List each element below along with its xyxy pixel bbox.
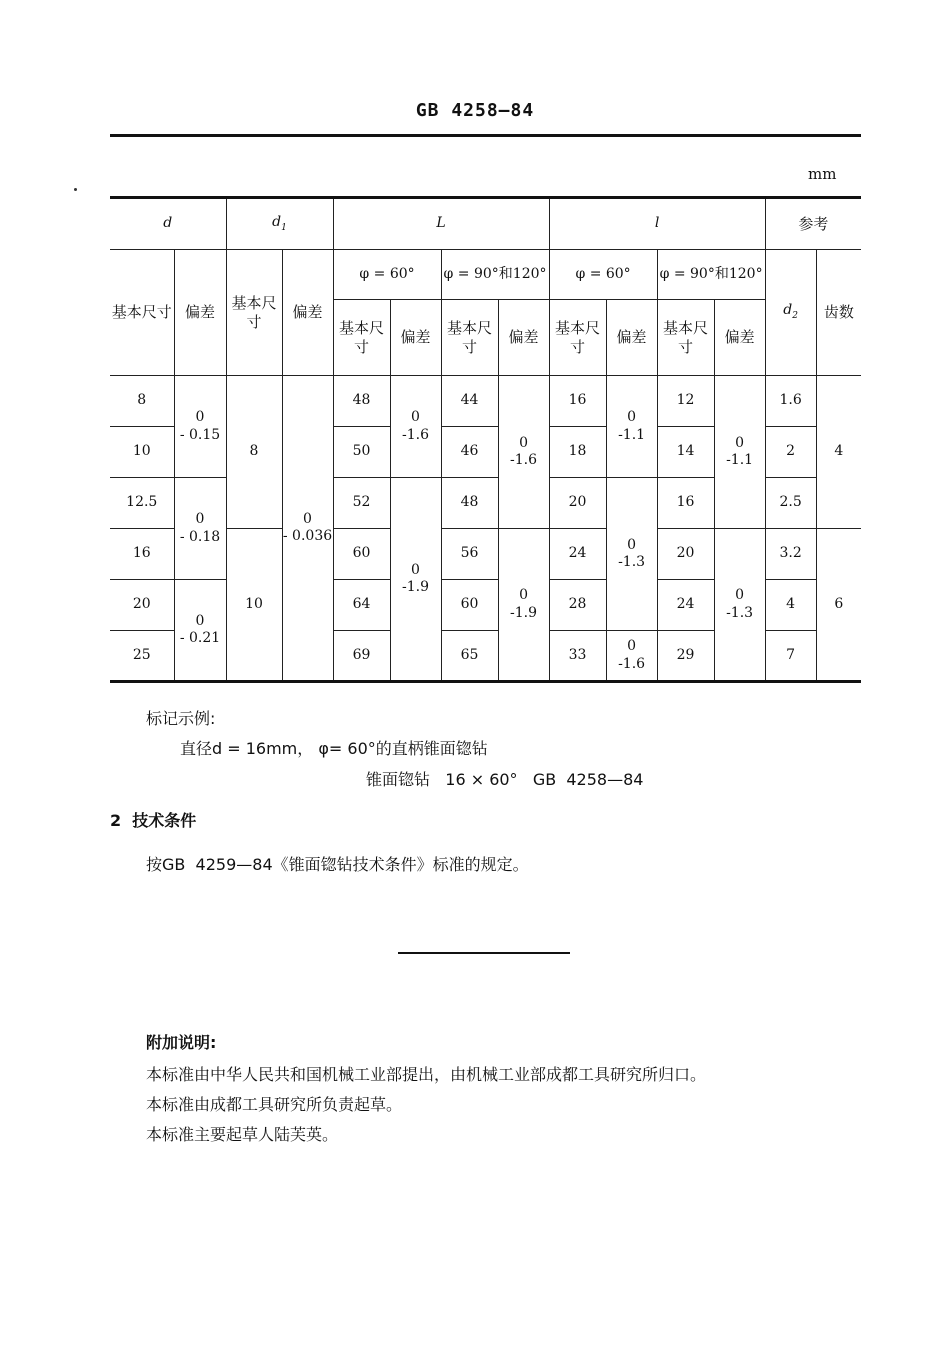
- l60-cell: 20: [549, 478, 606, 529]
- L90-cell: 46: [441, 427, 498, 478]
- L90-cell: 48: [441, 478, 498, 529]
- d2-cell: 2: [765, 427, 816, 478]
- L60-cell: 50: [333, 427, 390, 478]
- d-cell: 8: [110, 376, 174, 427]
- l90-cell: 20: [657, 529, 714, 580]
- L60-cell: 48: [333, 376, 390, 427]
- l60-dev-header: 偏差: [606, 300, 657, 376]
- L60-cell: 52: [333, 478, 390, 529]
- header-d1: $d_1$: [226, 198, 333, 250]
- teeth-header: 齿数: [816, 250, 861, 376]
- section-2-heading: 2 技术条件: [110, 811, 197, 830]
- d-tol-cell: 0 - 0.21: [174, 580, 226, 682]
- marking-description: 直径d = 16mm， φ= 60°的直柄锥面锪钻: [180, 739, 488, 758]
- L90-cell: 56: [441, 529, 498, 580]
- l90-tol-cell: 0 -1.1: [714, 376, 765, 529]
- marking-example: 锥面锪钻 16 × 60° GB 4258—84: [366, 770, 644, 789]
- L-phi90-header: φ = 90°和120°: [441, 250, 549, 300]
- d-tol-cell: 0 - 0.15: [174, 376, 226, 478]
- l60-cell: 33: [549, 631, 606, 682]
- l90-cell: 14: [657, 427, 714, 478]
- d-cell: 20: [110, 580, 174, 631]
- l60-cell: 24: [549, 529, 606, 580]
- header-L: L: [333, 198, 549, 250]
- d1-deviation-header: 偏差: [282, 250, 333, 376]
- section-2-body: 按GB 4259—84《锥面锪钻技术条件》标准的规定。: [146, 855, 529, 874]
- l60-basic-header: 基本尺寸: [549, 300, 606, 376]
- d2-cell: 3.2: [765, 529, 816, 580]
- unit-label: mm: [808, 165, 837, 183]
- L90-cell: 60: [441, 580, 498, 631]
- notes-line: 本标准主要起草人陆芙英。: [146, 1125, 339, 1144]
- l60-cell: 16: [549, 376, 606, 427]
- l90-cell: 29: [657, 631, 714, 682]
- L90-dev-header: 偏差: [498, 300, 549, 376]
- d-cell: 10: [110, 427, 174, 478]
- d-cell: 12.5: [110, 478, 174, 529]
- l90-cell: 12: [657, 376, 714, 427]
- d1-basic-size-header: 基本尺寸: [226, 250, 282, 376]
- d2-header: $d_2$: [765, 250, 816, 376]
- l-phi90-header: φ = 90°和120°: [657, 250, 765, 300]
- header-rule: [110, 134, 861, 137]
- notes-line: 本标准由成都工具研究所负责起草。: [146, 1095, 403, 1114]
- L90-basic-header: 基本尺寸: [441, 300, 498, 376]
- d1-tol-cell: 0 - 0.036: [282, 376, 333, 682]
- header-reference: 参考: [765, 198, 861, 250]
- d2-cell: 4: [765, 580, 816, 631]
- d-deviation-header: 偏差: [174, 250, 226, 376]
- end-rule: [398, 952, 570, 954]
- l90-basic-header: 基本尺寸: [657, 300, 714, 376]
- standard-code-header: GB 4258—84: [415, 100, 535, 121]
- d-tol-cell: 0 - 0.18: [174, 478, 226, 580]
- L90-tol-cell: 0 -1.9: [498, 529, 549, 682]
- d-cell: 16: [110, 529, 174, 580]
- d-cell: 25: [110, 631, 174, 682]
- L90-cell: 65: [441, 631, 498, 682]
- notes-line: 本标准由中华人民共和国机械工业部提出，由机械工业部成都工具研究所归口。: [146, 1065, 707, 1084]
- header-l: l: [549, 198, 765, 250]
- L60-cell: 60: [333, 529, 390, 580]
- d1-cell: 10: [226, 529, 282, 682]
- l90-tol-cell: 0 -1.3: [714, 529, 765, 682]
- L-phi60-header: φ = 60°: [333, 250, 441, 300]
- L60-cell: 69: [333, 631, 390, 682]
- L60-dev-header: 偏差: [390, 300, 441, 376]
- d2-cell: 1.6: [765, 376, 816, 427]
- L60-cell: 64: [333, 580, 390, 631]
- L90-tol-cell: 0 -1.6: [498, 376, 549, 529]
- header-d: d: [110, 198, 226, 250]
- l60-tol-cell: 0 -1.1: [606, 376, 657, 478]
- L90-cell: 44: [441, 376, 498, 427]
- marking-heading: 标记示例:: [146, 709, 216, 728]
- l60-cell: 28: [549, 580, 606, 631]
- L60-tol-cell: 0 -1.9: [390, 478, 441, 682]
- l60-cell: 18: [549, 427, 606, 478]
- l60-tol-cell: 0 -1.3: [606, 478, 657, 631]
- L60-tol-cell: 0 -1.6: [390, 376, 441, 478]
- dimension-table: [110, 196, 861, 683]
- teeth-cell: 6: [816, 529, 861, 682]
- l90-cell: 16: [657, 478, 714, 529]
- d2-cell: 2.5: [765, 478, 816, 529]
- l90-dev-header: 偏差: [714, 300, 765, 376]
- l90-cell: 24: [657, 580, 714, 631]
- l60-tol-cell: 0 -1.6: [606, 631, 657, 682]
- teeth-cell: 4: [816, 376, 861, 529]
- d2-cell: 7: [765, 631, 816, 682]
- l-phi60-header: φ = 60°: [549, 250, 657, 300]
- scan-speck: [74, 188, 77, 191]
- d1-cell: 8: [226, 376, 282, 529]
- L60-basic-header: 基本尺寸: [333, 300, 390, 376]
- d-basic-size-header: 基本尺寸: [110, 250, 174, 376]
- notes-heading: 附加说明:: [146, 1033, 217, 1052]
